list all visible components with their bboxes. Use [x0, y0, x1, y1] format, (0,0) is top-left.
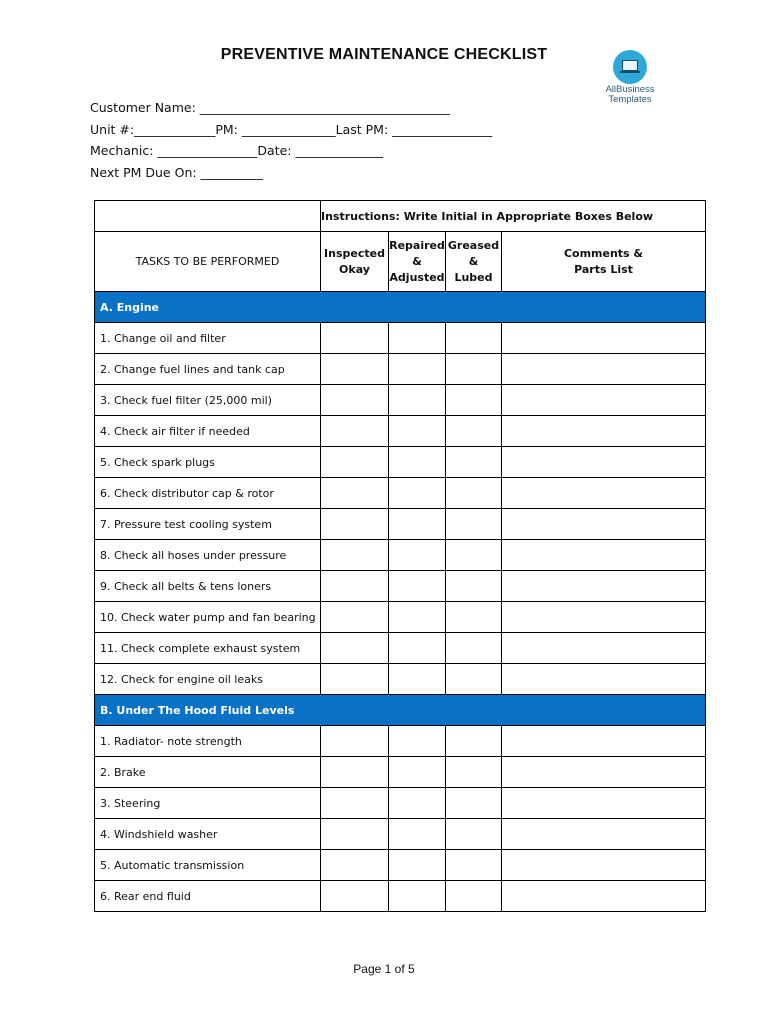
comments-box[interactable]	[502, 447, 706, 478]
comments-box[interactable]	[502, 385, 706, 416]
repaired-adjusted-box[interactable]	[389, 850, 446, 881]
table-row	[95, 726, 706, 757]
repaired-adjusted-box[interactable]	[389, 788, 446, 819]
inspected-okay-box[interactable]	[321, 850, 389, 881]
repaired-adjusted-box[interactable]	[389, 571, 446, 602]
task-label: 12. Check for engine oil leaks	[95, 664, 321, 695]
comments-box[interactable]	[502, 664, 706, 695]
task-label: 9. Check all belts & tens loners	[95, 571, 321, 602]
repaired-adjusted-box[interactable]	[389, 447, 446, 478]
table-row	[95, 385, 706, 416]
inspected-okay-box[interactable]	[321, 416, 389, 447]
blank-header-cell	[95, 201, 321, 232]
greased-lubed-box[interactable]	[446, 447, 502, 478]
section-header	[95, 695, 706, 726]
greased-lubed-box[interactable]	[446, 881, 502, 912]
comments-box[interactable]	[502, 788, 706, 819]
repaired-adjusted-box[interactable]	[389, 633, 446, 664]
table-row	[95, 447, 706, 478]
comments-box[interactable]	[502, 757, 706, 788]
comments-box[interactable]	[502, 726, 706, 757]
task-label: 1. Change oil and filter	[95, 323, 321, 354]
repaired-adjusted-box[interactable]	[389, 726, 446, 757]
table-row	[95, 881, 706, 912]
logo-text	[598, 85, 662, 105]
comments-box[interactable]	[502, 509, 706, 540]
repaired-adjusted-box[interactable]	[389, 478, 446, 509]
repaired-adjusted-box[interactable]	[389, 602, 446, 633]
repaired-adjusted-box[interactable]	[389, 509, 446, 540]
greased-lubed-box[interactable]	[446, 633, 502, 664]
table-row	[95, 354, 706, 385]
next-pm-field: Next PM Due On: __________	[90, 164, 264, 180]
greased-lubed-box[interactable]	[446, 478, 502, 509]
task-label: 3. Check fuel filter (25,000 mil)	[95, 385, 321, 416]
task-label: 3. Steering	[95, 788, 321, 819]
comments-box[interactable]	[502, 354, 706, 385]
page-number: Page 1 of 5	[353, 962, 415, 976]
greased-lubed-box[interactable]	[446, 819, 502, 850]
inspected-okay-box[interactable]	[321, 323, 389, 354]
repaired-adjusted-box[interactable]	[389, 881, 446, 912]
greased-lubed-box[interactable]	[446, 602, 502, 633]
greased-lubed-box[interactable]	[446, 323, 502, 354]
section-header	[95, 292, 706, 323]
table-row	[95, 571, 706, 602]
customer-name-field: Customer Name: ________________________________________	[90, 100, 450, 115]
table-row	[95, 788, 706, 819]
task-label: 4. Windshield washer	[95, 819, 321, 850]
inspected-okay-box[interactable]	[321, 788, 389, 819]
table-row	[95, 850, 706, 881]
greased-lubed-box[interactable]	[446, 509, 502, 540]
task-label: 1. Radiator- note strength	[95, 726, 321, 757]
col-comments-parts: Comments & Parts List	[502, 232, 706, 292]
comments-box[interactable]	[502, 881, 706, 912]
mechanic-date-field: Mechanic: ________________Date: ______________	[90, 143, 383, 158]
table-row	[95, 633, 706, 664]
logo-line-1: AllBusiness	[605, 84, 655, 95]
inspected-okay-box[interactable]	[321, 757, 389, 788]
greased-lubed-box[interactable]	[446, 850, 502, 881]
col-inspected-okay: Inspected Okay	[321, 232, 389, 292]
table-row	[95, 540, 706, 571]
greased-lubed-box[interactable]	[446, 788, 502, 819]
comments-box[interactable]	[502, 602, 706, 633]
repaired-adjusted-box[interactable]	[389, 819, 446, 850]
table-row	[95, 602, 706, 633]
laptop-icon	[613, 50, 647, 84]
table-row	[95, 819, 706, 850]
task-label: 8. Check all hoses under pressure	[95, 540, 321, 571]
checklist-table	[94, 200, 706, 912]
table-row	[95, 478, 706, 509]
comments-box[interactable]	[502, 540, 706, 571]
greased-lubed-box[interactable]	[446, 540, 502, 571]
greased-lubed-box[interactable]	[446, 385, 502, 416]
table-row	[95, 757, 706, 788]
greased-lubed-box[interactable]	[446, 726, 502, 757]
repaired-adjusted-box[interactable]	[389, 354, 446, 385]
col-greased-lubed: Greased & Lubed	[446, 232, 502, 292]
section-title: B. Under The Hood Fluid Levels	[95, 695, 706, 726]
task-label: 4. Check air filter if needed	[95, 416, 321, 447]
table-row	[95, 323, 706, 354]
greased-lubed-box[interactable]	[446, 664, 502, 695]
greased-lubed-box[interactable]	[446, 354, 502, 385]
comments-box[interactable]	[502, 323, 706, 354]
inspected-okay-box[interactable]	[321, 726, 389, 757]
inspected-okay-box[interactable]	[321, 633, 389, 664]
inspected-okay-box[interactable]	[321, 819, 389, 850]
col-repaired-adjusted: Repaired & Adjusted	[389, 232, 446, 292]
header-fields	[90, 97, 492, 183]
repaired-adjusted-box[interactable]	[389, 540, 446, 571]
task-label: 6. Check distributor cap & rotor	[95, 478, 321, 509]
inspected-okay-box[interactable]	[321, 664, 389, 695]
comments-box[interactable]	[502, 633, 706, 664]
logo-line-2: Templates	[608, 94, 652, 105]
section-title: A. Engine	[95, 292, 706, 323]
comments-box[interactable]	[502, 850, 706, 881]
inspected-okay-box[interactable]	[321, 602, 389, 633]
greased-lubed-box[interactable]	[446, 571, 502, 602]
task-label: 6. Rear end fluid	[95, 881, 321, 912]
task-label: 11. Check complete exhaust system	[95, 633, 321, 664]
inspected-okay-box[interactable]	[321, 354, 389, 385]
greased-lubed-box[interactable]	[446, 416, 502, 447]
tasks-header: TASKS TO BE PERFORMED	[95, 232, 321, 292]
unit-pm-field: Unit #:_____________PM: _______________Last PM: ________________	[90, 121, 493, 137]
task-label: 5. Automatic transmission	[95, 850, 321, 881]
comments-box[interactable]	[502, 819, 706, 850]
comments-box[interactable]	[502, 416, 706, 447]
table-row	[95, 416, 706, 447]
repaired-adjusted-box[interactable]	[389, 323, 446, 354]
repaired-adjusted-box[interactable]	[389, 757, 446, 788]
task-label: 2. Change fuel lines and tank cap	[95, 354, 321, 385]
repaired-adjusted-box[interactable]	[389, 385, 446, 416]
inspected-okay-box[interactable]	[321, 509, 389, 540]
instructions: Instructions: Write Initial in Appropriate Boxes Below	[321, 201, 706, 232]
comments-box[interactable]	[502, 478, 706, 509]
repaired-adjusted-box[interactable]	[389, 416, 446, 447]
task-label: 5. Check spark plugs	[95, 447, 321, 478]
task-label: 2. Brake	[95, 757, 321, 788]
repaired-adjusted-box[interactable]	[389, 664, 446, 695]
task-label: 7. Pressure test cooling system	[95, 509, 321, 540]
page-title: PREVENTIVE MAINTENANCE CHECKLIST	[220, 46, 548, 63]
company-logo	[598, 48, 662, 105]
table-row	[95, 509, 706, 540]
inspected-okay-box[interactable]	[321, 571, 389, 602]
task-label: 10. Check water pump and fan bearing	[95, 602, 321, 633]
inspected-okay-box[interactable]	[321, 881, 389, 912]
inspected-okay-box[interactable]	[321, 385, 389, 416]
inspected-okay-box[interactable]	[321, 447, 389, 478]
inspected-okay-box[interactable]	[321, 540, 389, 571]
table-row	[95, 664, 706, 695]
greased-lubed-box[interactable]	[446, 757, 502, 788]
inspected-okay-box[interactable]	[321, 478, 389, 509]
comments-box[interactable]	[502, 571, 706, 602]
